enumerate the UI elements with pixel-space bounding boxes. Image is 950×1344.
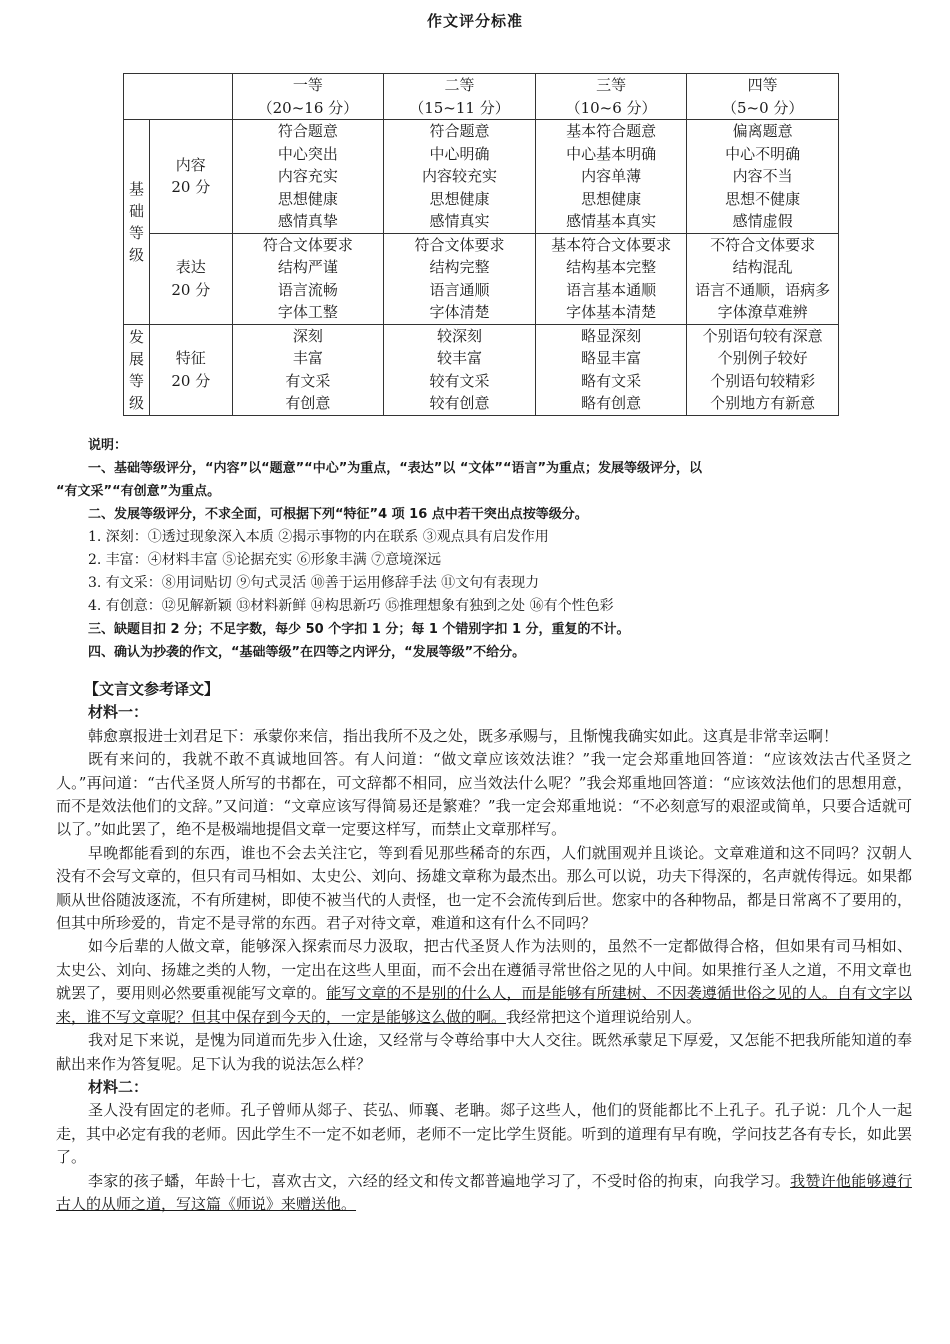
category-cell: 特征 20 分 bbox=[150, 324, 233, 415]
table-cell: 不符合文体要求 结构混乱 语言不通顺，语病多 字体潦草难辨 bbox=[687, 233, 839, 324]
table-cell: 个别语句较有深意 个别例子较好 个别语句较精彩 个别地方有新意 bbox=[687, 324, 839, 415]
note-3: 三、缺题目扣 2 分；不足字数，每少 50 个字扣 1 分；每 1 个错别字扣 1 分，重复的不计。 bbox=[88, 622, 630, 637]
level-header: 三等 （10~6 分） bbox=[535, 74, 687, 120]
category-cell: 表达 20 分 bbox=[150, 233, 233, 324]
table-header-row bbox=[124, 74, 839, 120]
paragraph: 李家的孩子蟠，年龄十七，喜欢古文，六经的经文和传文都普遍地学习了，不受时俗的拘束，向我学习。我赞许他能够遵行古人的从师之道，写这篇《师说》来赠送他。 bbox=[56, 1171, 912, 1213]
note-item: 1. 深刻：①透过现象深入本质 ②揭示事物的内在联系 ③观点具有启发作用 bbox=[88, 529, 549, 545]
note-1b: “有文采”“有创意”为重点。 bbox=[56, 484, 221, 499]
page-title: 作文评分标准 bbox=[426, 12, 523, 30]
note-4: 四、确认为抄袭的作文，“基础等级”在四等之内评分，“发展等级”不给分。 bbox=[88, 645, 526, 660]
category-cell: 内容 20 分 bbox=[150, 120, 233, 234]
material-2-label: 材料二： bbox=[88, 1077, 149, 1096]
table-cell: 较深刻 较丰富 较有文采 较有创意 bbox=[384, 324, 536, 415]
note-item: 2. 丰富：④材料丰富 ⑤论据充实 ⑥形象丰满 ⑦意境深远 bbox=[88, 552, 442, 568]
translation-heading: 【文言文参考译文】 bbox=[84, 680, 220, 698]
level-header: 一等 （20~16 分） bbox=[232, 74, 384, 120]
table-cell: 基本符合文体要求 结构基本完整 语言基本通顺 字体基本清楚 bbox=[535, 233, 687, 324]
table-cell: 偏离题意 中心不明确 内容不当 思想不健康 感情虚假 bbox=[687, 120, 839, 234]
table-cell: 符合文体要求 结构完整 语言通顺 字体清楚 bbox=[384, 233, 536, 324]
note-2: 二、发展等级评分，不求全面，可根据下列“特征”4 项 16 点中若干突出点按等级分。 bbox=[88, 507, 588, 522]
underlined-text: 自有文字以来，谁不写文章呢？但其中保存到今天的，一定是能够这么做的啊。 bbox=[56, 984, 912, 1026]
group-basic: 基础等级 bbox=[124, 120, 150, 325]
paragraph: 既有来问的，我就不敢不真诚地回答。有人问道：“做文章应该效法谁？”我一定会郑重地回答道：“应该效法古代圣贤之人。”再问道：“古代圣贤人所写的书都在，可文辞都不相同，应当效法什么呢？”我会郑重地回答道：“应该效法他们的思想用意，而不是效法他们的文辞。”又问道：“文章应该写得简易还是繁难？”我一定会郑重地说：“不必刻意写的艰涩或简单，只要合适就可以了。”如此罢了，绝不是极端地提倡文章一定要这样写，而禁止文章那样写。 bbox=[56, 750, 912, 839]
level-header: 二等 （15~11 分） bbox=[384, 74, 536, 120]
note-1a: 一、基础等级评分，“内容”以“题意”“中心”为重点，“表达”以 “文体”“语言”为重点；发展等级评分，以 bbox=[88, 461, 703, 476]
group-dev: 发展等级 bbox=[124, 324, 150, 415]
table-row bbox=[124, 233, 839, 324]
table-cell: 基本符合题意 中心基本明确 内容单薄 思想健康 感情基本真实 bbox=[535, 120, 687, 234]
corner-cell bbox=[124, 74, 233, 120]
table-row bbox=[124, 324, 839, 415]
table-row bbox=[124, 120, 839, 234]
underlined-text: 能写文章的不是别的什么人，而是能够有所建树、不因袭遵循世俗之见的人。 bbox=[326, 984, 837, 1003]
underlined-text: 我赞许他能够遵行古人的从师之道，写这篇《师说》来赠送他。 bbox=[56, 1171, 912, 1213]
level-header: 四等 （5~0 分） bbox=[687, 74, 839, 120]
paragraph: 如今后辈的人做文章，能够深入探索而尽力汲取，把古代圣贤人作为法则的，虽然不一定都做得合格，但如果有司马相如、太史公、刘向、扬雄之类的人物，一定出在这些人里面，而不会出在遵循寻常世俗之见的人中间。如果推行圣人之道，不用文章也就罢了，要用则必然要重视能写文章的。能写文章的不是别的什么人，而是能够有所建树、不因袭遵循世俗之见的人。自有文字以来，谁不写文章呢？但其中保存到今天的，一定是能够这么做的啊。我经常把这个道理说给别人。 bbox=[56, 937, 912, 1026]
grading-table bbox=[123, 73, 839, 416]
table-cell: 深刻 丰富 有文采 有创意 bbox=[232, 324, 384, 415]
note-item: 3. 有文采：⑧用词贴切 ⑨句式灵活 ⑩善于运用修辞手法 ⑪文句有表现力 bbox=[88, 575, 540, 591]
paragraph: 圣人没有固定的老师。孔子曾师从郯子、苌弘、师襄、老聃。郯子这些人，他们的贤能都比不上孔子。孔子说：几个人一起走，其中必定有我的老师。因此学生不一定不如老师，老师不一定比学生贤能。听到的道理有早有晚，学问技艺各有专长，如此罢了。 bbox=[56, 1101, 912, 1167]
paragraph: 韩愈禀报进士刘君足下：承蒙你来信，指出我所不及之处，既多承赐与，且惭愧我确实如此。这真是非常幸运啊！ bbox=[88, 726, 839, 745]
paragraph: 早晚都能看到的东西，谁也不会去关注它，等到看见那些稀奇的东西，人们就围观并且谈论。文章难道和这不同吗？汉朝人没有不会写文章的，但只有司马相如、太史公、刘向、扬雄文章称为最杰出。那么可以说，功夫下得深的，名声就传得远。如果都顺从世俗随波逐流，不有所建树，即使不被当代的人责怪，也一定不会流传到后世。您家中的各种物品，都是日常离不了要用的，但其中所珍爱的，肯定不是寻常的东西。君子对待文章，难道和这有什么不同吗？ bbox=[56, 843, 912, 933]
paragraph: 我对足下来说，是愧为同道而先步入仕途，又经常与令尊给事中大人交往。既然承蒙足下厚爱，又怎能不把我所能知道的奉献出来作为答复呢。足下认为我的说法怎么样？ bbox=[56, 1031, 912, 1073]
table-cell: 略显深刻 略显丰富 略有文采 略有创意 bbox=[535, 324, 687, 415]
table-cell: 符合题意 中心突出 内容充实 思想健康 感情真挚 bbox=[232, 120, 384, 234]
notes-section bbox=[56, 434, 926, 664]
material-1-label: 材料一： bbox=[88, 703, 149, 722]
table-cell: 符合文体要求 结构严谨 语言流畅 字体工整 bbox=[232, 233, 384, 324]
table-cell: 符合题意 中心明确 内容较充实 思想健康 感情真实 bbox=[384, 120, 536, 234]
note-item: 4. 有创意：⑫见解新颖 ⑬材料新鲜 ⑭构思新巧 ⑮推理想象有独到之处 ⑯有个性色彩 bbox=[88, 598, 614, 614]
translation-section bbox=[56, 678, 912, 1216]
notes-label: 说明： bbox=[88, 438, 128, 453]
